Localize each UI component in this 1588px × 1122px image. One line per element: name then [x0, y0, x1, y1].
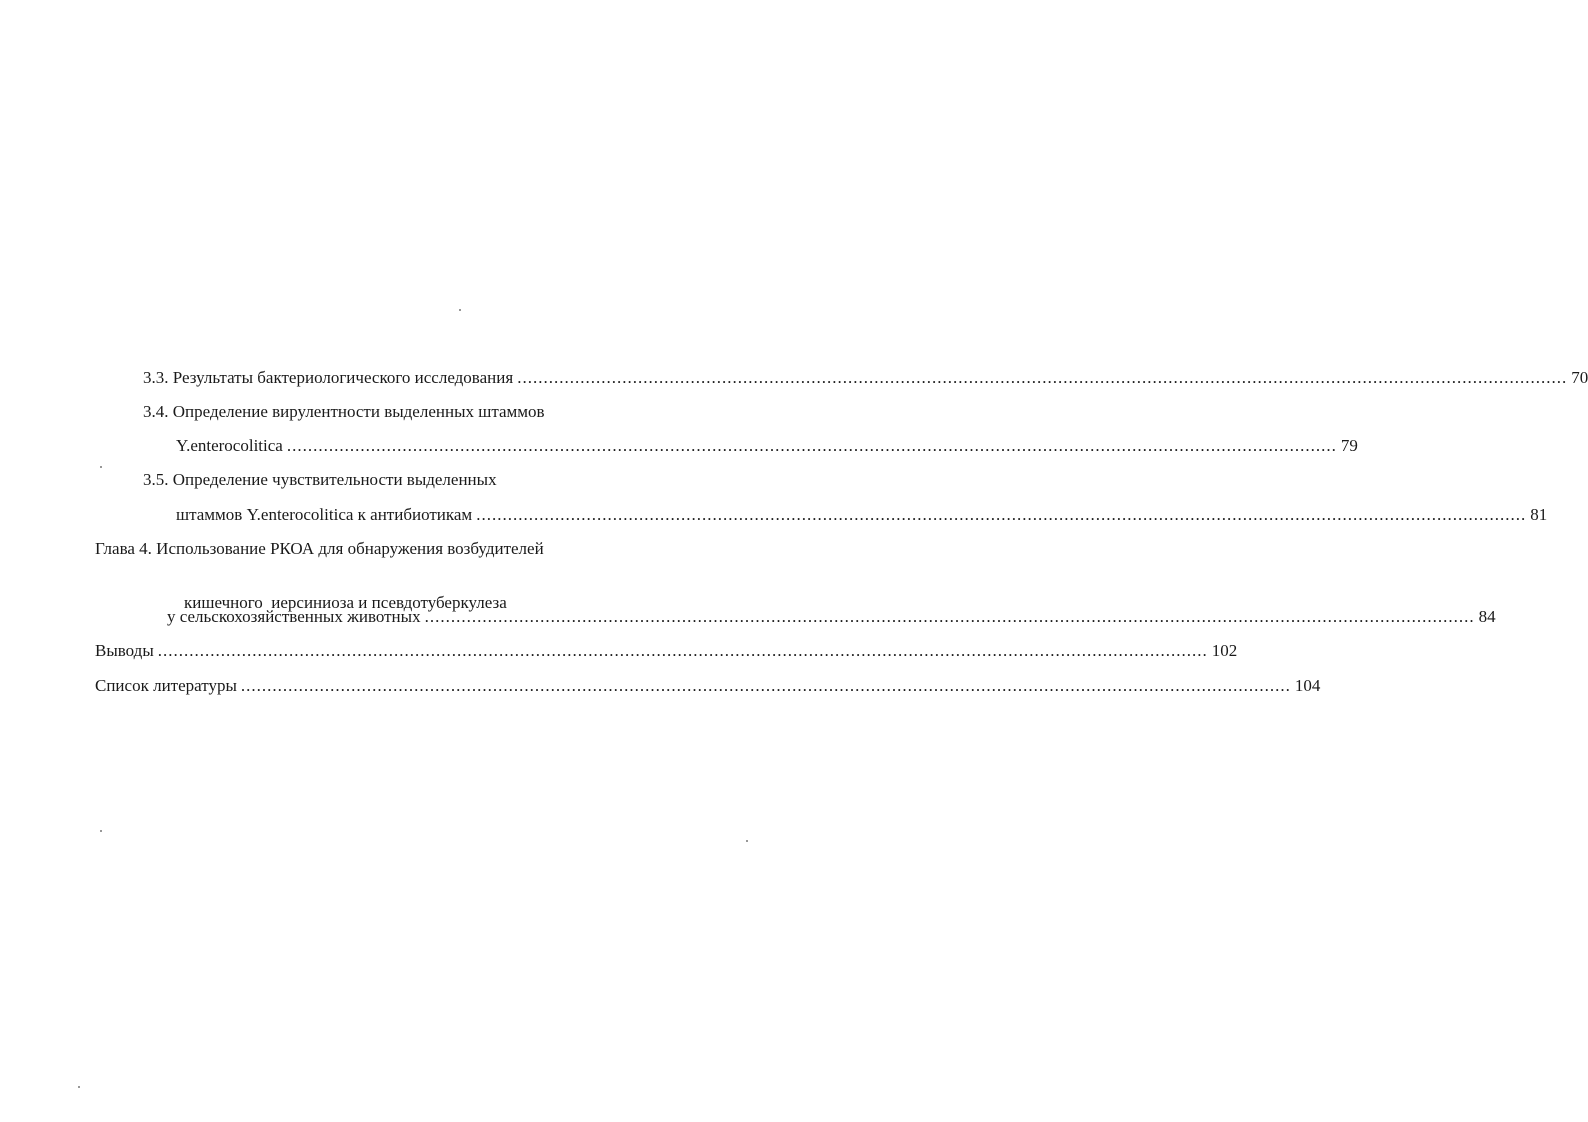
toc-entry-label: штаммов Y.enterocolitica к антибиотикам: [176, 505, 473, 524]
toc-entry-label: Y.enterocolitica: [176, 436, 283, 455]
toc-entry-3-5: [143, 470, 497, 490]
scan-speck: [459, 309, 461, 311]
toc-entry-label: Глава 4. Использование РКОА для обнаружения возбудителей: [95, 539, 544, 558]
toc-entry-page: 102: [1211, 641, 1238, 660]
toc-entry-page: 70: [1571, 368, 1588, 387]
toc-entry-label: кишечного иерсиниоза и псевдотуберкулеза: [184, 593, 507, 612]
scan-speck: [100, 830, 102, 832]
toc-entry-page: 104: [1294, 676, 1321, 695]
toc-entry-3-5-cont: [176, 505, 1548, 525]
toc-entry-3-3: [143, 368, 1588, 388]
scan-speck: [100, 466, 102, 468]
toc-entry-label: Выводы: [95, 641, 154, 660]
toc-entry-label: 3.3. Результаты бактериологического исследования: [143, 368, 514, 387]
toc-entry-page: 84: [1478, 607, 1496, 626]
toc-entry-label: 3.4. Определение вирулентности выделенных штаммов: [143, 402, 545, 421]
toc-entry-page: 79: [1340, 436, 1358, 455]
toc-entry-page: 81: [1530, 505, 1548, 524]
toc-entry-3-4: [143, 402, 545, 422]
scan-speck: [746, 840, 748, 842]
toc-entry-chapter-4-cont2: [167, 607, 1496, 627]
toc-entry-label: 3.5. Определение чувствительности выделенных: [143, 470, 497, 489]
dot-leader: ........................................................................................................................................................................................................: [286, 436, 1337, 455]
toc-entry-label: Список литературы: [95, 676, 237, 695]
toc-entry-chapter-4: [95, 539, 544, 559]
scan-speck: [78, 1086, 80, 1088]
toc-entry-conclusions: [95, 641, 1238, 661]
dot-leader: ........................................................................................................................................................................................................: [476, 505, 1527, 524]
toc-entry-references: [95, 676, 1321, 696]
dot-leader: ........................................................................................................................................................................................................: [157, 641, 1208, 660]
dot-leader: ........................................................................................................................................................................................................: [424, 607, 1475, 626]
dot-leader: ........................................................................................................................................................................................................: [517, 368, 1568, 387]
toc-entry-3-4-cont: [176, 436, 1358, 456]
toc-entry-label: у сельскохозяйственных животных: [167, 607, 421, 626]
dot-leader: ........................................................................................................................................................................................................: [240, 676, 1291, 695]
